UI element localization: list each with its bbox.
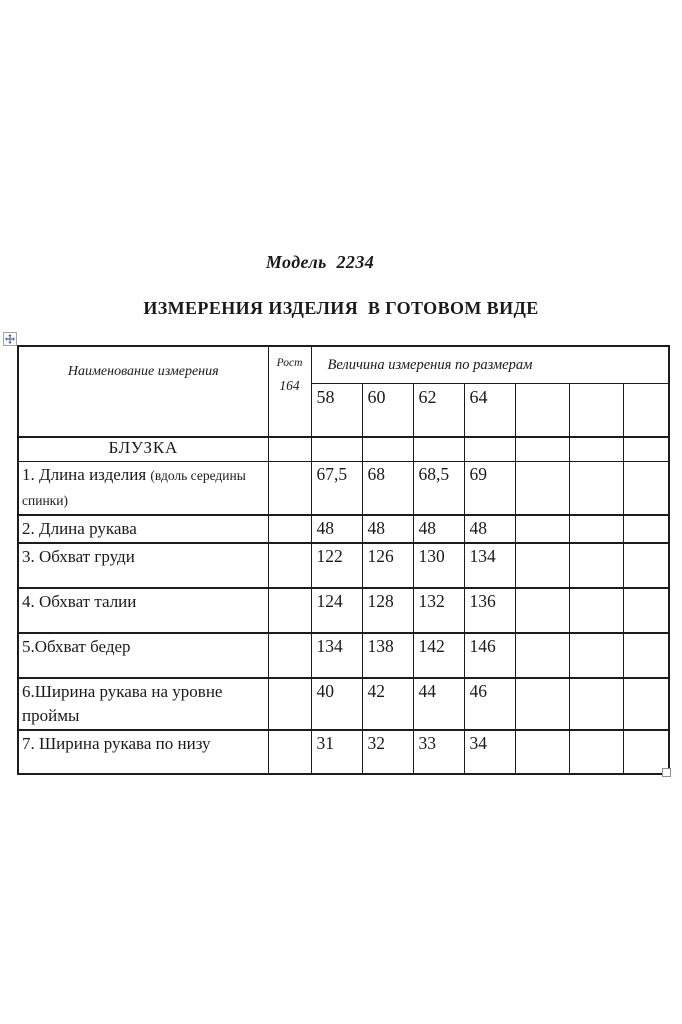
value-cell[interactable]: 134 <box>311 633 362 678</box>
table-row <box>18 543 669 588</box>
value-cell[interactable]: 40 <box>311 678 362 730</box>
value-cell[interactable]: 42 <box>362 678 413 730</box>
value-cell[interactable]: 31 <box>311 730 362 774</box>
column-header-measurement-name[interactable]: Наименование измерения <box>18 346 268 437</box>
empty-cell[interactable] <box>268 730 311 774</box>
value-cell[interactable] <box>515 543 569 588</box>
value-cell[interactable]: 34 <box>464 730 515 774</box>
measurement-name-cell[interactable] <box>18 543 268 588</box>
measurement-name: 7. Ширина рукава по низу <box>22 734 211 753</box>
empty-cell[interactable] <box>413 437 464 461</box>
size-header-cell[interactable]: 64 <box>464 383 515 437</box>
empty-cell[interactable] <box>268 437 311 461</box>
measurement-name: 3. Обхват груди <box>22 547 135 566</box>
height-label: Рост <box>276 357 303 369</box>
value-cell[interactable] <box>569 633 623 678</box>
value-cell[interactable] <box>569 515 623 543</box>
value-cell[interactable]: 138 <box>362 633 413 678</box>
measurement-name-cell[interactable] <box>18 730 268 774</box>
table-row <box>18 588 669 633</box>
column-header-sizes-group[interactable]: Величина измерения по размерам <box>311 346 669 383</box>
value-cell[interactable] <box>569 588 623 633</box>
measurements-table <box>17 345 670 775</box>
value-cell[interactable] <box>623 678 669 730</box>
measurement-name-cell[interactable] <box>18 633 268 678</box>
table-resize-handle[interactable] <box>662 768 671 777</box>
table-move-handle[interactable] <box>3 332 17 346</box>
value-cell[interactable]: 124 <box>311 588 362 633</box>
measurement-name: 2. Длина рукава <box>22 519 137 538</box>
column-header-height[interactable] <box>268 346 311 437</box>
table-row <box>18 515 669 543</box>
value-cell[interactable]: 142 <box>413 633 464 678</box>
empty-cell[interactable] <box>268 543 311 588</box>
size-header-cell[interactable]: 60 <box>362 383 413 437</box>
value-cell[interactable]: 132 <box>413 588 464 633</box>
value-cell[interactable]: 134 <box>464 543 515 588</box>
value-cell[interactable] <box>569 730 623 774</box>
empty-cell[interactable] <box>515 437 569 461</box>
table-header-row-1 <box>18 346 669 383</box>
empty-cell[interactable] <box>268 633 311 678</box>
size-header-cell[interactable] <box>623 383 669 437</box>
empty-cell[interactable] <box>268 515 311 543</box>
value-cell[interactable]: 146 <box>464 633 515 678</box>
table-row <box>18 730 669 774</box>
value-cell[interactable] <box>515 730 569 774</box>
value-cell[interactable] <box>569 543 623 588</box>
size-header-cell[interactable]: 58 <box>311 383 362 437</box>
value-cell[interactable]: 44 <box>413 678 464 730</box>
value-cell[interactable] <box>515 633 569 678</box>
value-cell[interactable]: 130 <box>413 543 464 588</box>
value-cell[interactable] <box>515 515 569 543</box>
size-header-cell[interactable] <box>515 383 569 437</box>
measurement-name-cell[interactable] <box>18 461 268 515</box>
value-cell[interactable] <box>623 633 669 678</box>
move-cross-icon <box>5 334 15 344</box>
measurement-name-cell[interactable] <box>18 678 268 730</box>
value-cell[interactable]: 67,5 <box>311 461 362 515</box>
value-cell[interactable]: 48 <box>362 515 413 543</box>
table-row <box>18 461 669 515</box>
section-label[interactable]: БЛУЗКА <box>18 437 268 461</box>
value-cell[interactable] <box>623 515 669 543</box>
value-cell[interactable] <box>623 461 669 515</box>
value-cell[interactable] <box>569 678 623 730</box>
value-cell[interactable] <box>515 461 569 515</box>
value-cell[interactable]: 33 <box>413 730 464 774</box>
value-cell[interactable] <box>569 461 623 515</box>
value-cell[interactable]: 68 <box>362 461 413 515</box>
value-cell[interactable]: 126 <box>362 543 413 588</box>
value-cell[interactable]: 46 <box>464 678 515 730</box>
measurement-name: 1. Длина изделия <box>22 464 151 484</box>
value-cell[interactable]: 122 <box>311 543 362 588</box>
measurement-name: 4. Обхват талии <box>22 592 137 611</box>
empty-cell[interactable] <box>268 588 311 633</box>
empty-cell[interactable] <box>268 678 311 730</box>
measurement-name: 6.Ширина рукава на уровне проймы <box>22 682 223 725</box>
measurement-name-cell[interactable] <box>18 515 268 543</box>
document-heading: ИЗМЕРЕНИЯ ИЗДЕЛИЯ В ГОТОВОМ ВИДЕ <box>143 298 539 318</box>
value-cell[interactable]: 48 <box>464 515 515 543</box>
empty-cell[interactable] <box>569 437 623 461</box>
measurement-name: 5.Обхват бедер <box>22 637 131 656</box>
model-title: Модель 2234 <box>265 252 375 272</box>
table-row <box>18 633 669 678</box>
measurement-name-cell[interactable] <box>18 588 268 633</box>
empty-cell[interactable] <box>268 461 311 515</box>
empty-cell[interactable] <box>464 437 515 461</box>
value-cell[interactable]: 69 <box>464 461 515 515</box>
value-cell[interactable] <box>515 588 569 633</box>
section-row <box>18 437 669 461</box>
measurement-note: (вдоль середины спинки) <box>22 467 246 508</box>
empty-cell[interactable] <box>362 437 413 461</box>
size-header-cell[interactable]: 62 <box>413 383 464 437</box>
height-value: 164 <box>279 378 300 393</box>
value-cell[interactable] <box>515 678 569 730</box>
value-cell[interactable]: 32 <box>362 730 413 774</box>
empty-cell[interactable] <box>623 437 669 461</box>
size-header-cell[interactable] <box>569 383 623 437</box>
value-cell[interactable] <box>623 588 669 633</box>
table-row <box>18 678 669 730</box>
value-cell[interactable]: 48 <box>311 515 362 543</box>
value-cell[interactable]: 136 <box>464 588 515 633</box>
value-cell[interactable]: 68,5 <box>413 461 464 515</box>
empty-cell[interactable] <box>311 437 362 461</box>
value-cell[interactable]: 48 <box>413 515 464 543</box>
value-cell[interactable]: 128 <box>362 588 413 633</box>
value-cell[interactable] <box>623 543 669 588</box>
